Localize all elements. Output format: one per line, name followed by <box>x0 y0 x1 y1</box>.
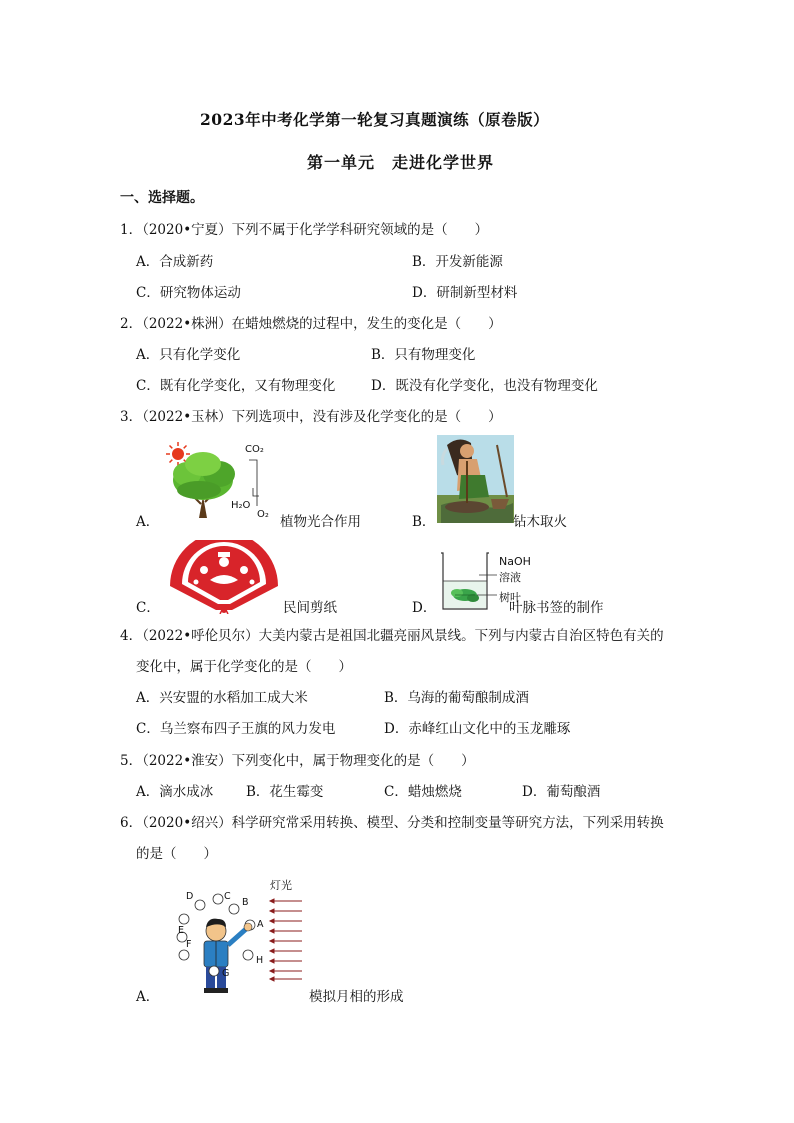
question-4-stem-line-1: 4．（2022•呼伦贝尔）大美内蒙古是祖国北疆亮丽风景线。下列与内蒙古自治区特色有关的 <box>120 628 664 644</box>
question-1-option-d: D．研制新型材料 <box>412 285 518 301</box>
solution-label: 溶液 <box>499 571 521 584</box>
question-3-option-c-caption: 民间剪纸 <box>283 600 337 616</box>
question-1-option-b: B．开发新能源 <box>412 254 503 270</box>
question-6-stem-line-1: 6．（2020•绍兴）科学研究常采用转换、模型、分类和控制变量等研究方法，下列采用转换 <box>120 815 664 831</box>
position-label-e: E <box>178 925 185 936</box>
position-label-d: D <box>186 891 194 902</box>
naoh-label: NaOH <box>499 555 531 568</box>
question-2-option-b: B．只有物理变化 <box>371 347 476 363</box>
light-label: 灯光 <box>270 879 292 892</box>
question-1-option-a: A．合成新药 <box>136 254 214 270</box>
h2o-label: H₂O <box>231 500 251 511</box>
question-4-option-b: B．乌海的葡萄酿制成酒 <box>384 690 529 706</box>
position-label-f: F <box>186 939 192 950</box>
position-label-a: A <box>257 919 264 930</box>
question-4-option-c: C．乌兰察布四子王旗的风力发电 <box>136 721 336 737</box>
question-5-option-c: C．蜡烛燃烧 <box>384 784 462 800</box>
co2-label: CO₂ <box>245 444 264 455</box>
question-6-option-a-caption: 模拟月相的形成 <box>309 989 404 1005</box>
position-label-h: H <box>256 955 264 966</box>
question-6-stem-line-2: 的是（ ） <box>136 846 217 862</box>
section-heading: 一、选择题。 <box>120 190 204 206</box>
position-label-b: B <box>242 897 249 908</box>
question-2-option-a: A．只有化学变化 <box>136 347 241 363</box>
question-2-option-c: C．既有化学变化，又有物理变化 <box>136 378 336 394</box>
beaker-icon <box>441 553 489 609</box>
question-2-option-d: D．既没有化学变化，也没有物理变化 <box>371 378 598 394</box>
question-3-option-a-caption: 植物光合作用 <box>280 514 361 530</box>
tree-icon <box>173 452 235 518</box>
document-title: 2023年中考化学第一轮复习真题演练（原卷版） <box>200 110 550 129</box>
question-5-option-b: B．花生霉变 <box>246 784 324 800</box>
question-5-option-d: D．葡萄酿酒 <box>522 784 601 800</box>
question-6-option-a-letter: A． <box>136 989 160 1005</box>
position-label-g: G <box>222 968 230 979</box>
question-3-option-d-letter: D． <box>412 600 437 616</box>
moon-phase-model-image <box>162 875 310 997</box>
question-3-option-b-caption: 钻木取火 <box>513 514 567 530</box>
question-4-stem-line-2: 变化中，属于化学变化的是（ ） <box>136 659 352 675</box>
question-1-stem: 1．（2020•宁夏）下列不属于化学学科研究领域的是（ ） <box>120 222 489 238</box>
question-5-option-a: A．滴水成冰 <box>136 784 214 800</box>
question-3-option-c-letter: C． <box>136 600 160 616</box>
leaf-label: 树叶 <box>499 591 521 604</box>
light-arrows <box>270 899 302 981</box>
question-3-option-a-letter: A． <box>136 514 160 530</box>
question-4-option-d: D．赤峰红山文化中的玉龙雕琢 <box>384 721 571 737</box>
question-5-stem: 5．（2022•淮安）下列变化中，属于物理变化的是（ ） <box>120 753 475 769</box>
question-3-option-d-caption: 叶脉书签的制作 <box>509 600 604 616</box>
question-2-stem: 2．（2022•株洲）在蜡烛燃烧的过程中，发生的变化是（ ） <box>120 316 502 332</box>
o2-label: O₂ <box>257 509 269 520</box>
paper-cutting-image <box>164 540 284 614</box>
position-label-c: C <box>224 891 231 902</box>
unit-title: 第一单元 走进化学世界 <box>307 153 495 172</box>
photosynthesis-image <box>163 438 281 522</box>
question-3-option-b-letter: B． <box>412 514 436 530</box>
question-1-option-c: C．研究物体运动 <box>136 285 241 301</box>
drilling-fire-image <box>437 435 514 523</box>
question-3-stem: 3．（2022•玉林）下列选项中，没有涉及化学变化的是（ ） <box>120 409 502 425</box>
question-4-option-a: A．兴安盟的水稻加工成大米 <box>136 690 308 706</box>
